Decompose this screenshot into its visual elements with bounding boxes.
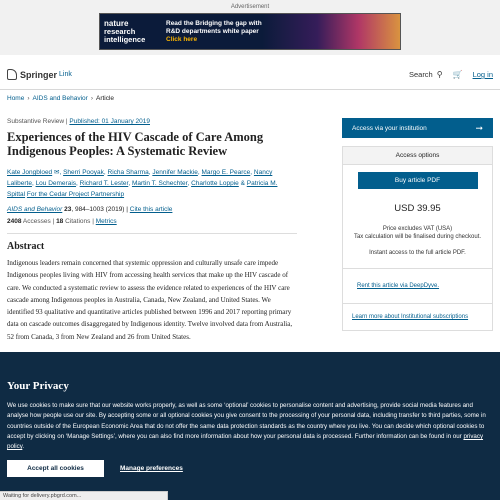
search-icon[interactable]: ⚲ — [437, 70, 443, 79]
accesses-count: 2408 — [7, 218, 21, 225]
login-link[interactable]: Log in — [473, 70, 493, 79]
manage-preferences-button[interactable]: Manage preferences — [120, 465, 183, 472]
author-link[interactable]: Sherri Pooyak — [63, 169, 104, 176]
published-date[interactable]: Published: 01 January 2019 — [69, 118, 150, 125]
article-metrics: 2408 Accesses | 18 Citations | Metrics — [7, 218, 297, 225]
privacy-policy-link[interactable]: privacy policy — [7, 433, 483, 450]
journal-pages: , 984–1003 (2019) — [71, 206, 124, 213]
cite-link[interactable]: Cite this article — [130, 206, 173, 213]
email-icon[interactable]: ✉ — [54, 169, 59, 176]
institutional-subscriptions-link[interactable]: Learn more about Institutional subscriptions — [343, 303, 492, 330]
ad-artwork — [262, 14, 400, 49]
author-link[interactable]: Richard T. Lester — [80, 180, 129, 187]
journal-info: AIDS and Behavior 23, 984–1003 (2019) | Cite this article — [7, 206, 297, 213]
springer-link-logo[interactable]: Springer Link — [7, 69, 72, 80]
site-header — [0, 60, 500, 90]
article-main — [7, 118, 297, 343]
arrow-right-icon: ➞ — [475, 123, 483, 134]
ad-creative[interactable] — [99, 13, 401, 50]
ad-brand: nature research intelligence — [100, 20, 160, 44]
abstract-heading: Abstract — [7, 241, 297, 252]
advertisement-banner — [0, 0, 500, 55]
cart-icon[interactable]: 🛒 — [453, 70, 463, 79]
ad-label: Advertisement — [0, 0, 500, 10]
price: USD 39.95 — [343, 203, 492, 214]
citations-label: Citations — [65, 218, 90, 225]
author-list: Kate Jongbloed ✉, Sherri Pooyak, Richa Sharma, Jennifer Mackie, Margo E. Pearce, Nancy Laliberte, Lou Demerais, Richard T. Lester, Martin T. Schechter, Charlotte Loppie & Patricia M. Spittal For the Cedar Project Partnership — [7, 167, 297, 200]
article-type: Substantive Review — [7, 118, 64, 125]
privacy-text: We use cookies to make sure that our website works properly, as well as some ‘optional’ cookies to personalise content and advertising, provide social media features and analyse how people use our site. By accepting some or all optional cookies you give consent to the processing of your personal data, including transfer to third parties, some in countries outside of the European Economic Area that do not offer the same data protection standards as the country where you live. You can decide which optional cookies to accept by clicking on ‘Manage Settings’, where you can also find more information about how your personal data is processed. Further information can be found in our privacy policy. — [7, 401, 495, 452]
springer-horse-icon — [7, 69, 17, 80]
price-info: Price excludes VAT (USA) Tax calculation will be finalised during checkout. — [343, 225, 492, 241]
journal-volume: 23 — [64, 206, 71, 213]
author-link[interactable]: For the Cedar Project Partnership — [27, 191, 124, 198]
institution-access-button[interactable]: Access via your institution ➞ — [342, 118, 493, 138]
author-link[interactable]: Nancy Laliberte — [7, 169, 272, 187]
accesses-label: Accesses — [23, 218, 51, 225]
author-link[interactable]: Margo E. Pearce — [202, 169, 251, 176]
privacy-heading: Your Privacy — [7, 380, 493, 392]
author-link[interactable]: Richa Sharma — [108, 169, 149, 176]
author-link[interactable]: Charlotte Loppie — [191, 180, 239, 187]
browser-status-bar: Waiting for delivery.pbgrd.com... — [0, 491, 168, 500]
metrics-link[interactable]: Metrics — [96, 218, 117, 225]
citations-count: 18 — [56, 218, 63, 225]
cookie-banner — [0, 352, 500, 500]
author-link[interactable]: Lou Demerais — [36, 180, 76, 187]
search-button[interactable]: Search — [409, 70, 433, 79]
access-options-heading: Access options — [343, 147, 492, 165]
breadcrumb-journal[interactable]: AIDS and Behavior — [33, 95, 88, 102]
access-sidebar — [342, 118, 493, 331]
breadcrumb-home[interactable]: Home — [7, 95, 24, 102]
author-link[interactable]: Kate Jongbloed — [7, 169, 52, 176]
chevron-right-icon: › — [27, 95, 29, 102]
divider — [7, 233, 297, 234]
chevron-right-icon: › — [91, 95, 93, 102]
buy-pdf-button[interactable]: Buy article PDF — [358, 172, 478, 189]
ad-cta: Click here — [166, 36, 262, 44]
author-link[interactable]: Martin T. Schechter — [132, 180, 188, 187]
abstract-text: Indigenous leaders remain concerned that systemic oppression and culturally unsafe care impede Indigenous peoples living with HIV from accessing health services that make up the HIV cascade of care. We conducted a systematic review to assess the evidence related to experiences of the HIV care cascade among Indigenous peoples in Australia, Canada, New Zealand, and United States. We identified 93 qualitative and quantitative articles published between 1996 and 2017 reporting primary data on cascade outcomes disaggregated by Indigenous identity. Twelve involved data from Australia, 52 from Canada, 3 from New Zealand and 26 from United States. — [7, 257, 297, 343]
access-options-panel — [342, 146, 493, 331]
author-link[interactable]: Patricia M. Spittal — [7, 180, 277, 198]
accept-cookies-button[interactable]: Accept all cookies — [7, 460, 104, 477]
instant-access-note: Instant access to the full article PDF. — [343, 250, 492, 268]
article-title: Experiences of the HIV Cascade of Care Among Indigenous Peoples: A Systematic Review — [7, 130, 297, 158]
article-meta: Substantive Review | Published: 01 January 2019 — [7, 118, 297, 125]
breadcrumb — [7, 95, 114, 102]
journal-link[interactable]: AIDS and Behavior — [7, 206, 62, 213]
ad-message: Read the Bridging the gap with R&D departments white paper Click here — [160, 20, 262, 44]
breadcrumb-current: Article — [96, 95, 114, 102]
author-link[interactable]: Jennifer Mackie — [152, 169, 198, 176]
rent-deepdyve-link[interactable]: Rent this article via DeepDyve. — [343, 268, 492, 303]
